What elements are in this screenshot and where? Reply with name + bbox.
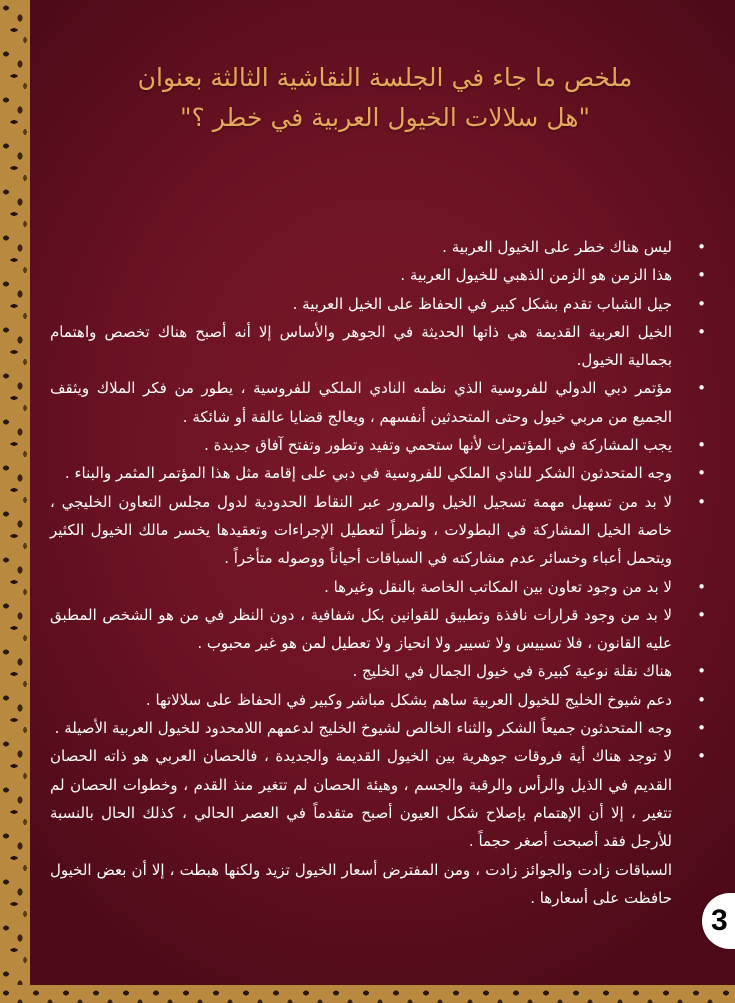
page-background (30, 0, 735, 985)
page-title (90, 58, 680, 138)
bullet-item: • يجب المشاركة في المؤتمرات لأنها ستحمي وتفيد وتطور وتفتح آفاق جديدة . (50, 431, 710, 459)
bullet-item: • لا بد من تسهيل مهمة تسجيل الخيل والمرور عبر النقاط الحدودية لدول مجلس التعاون الخليجي ، خاصة الخيل المشاركة في البطولات ، ونظراً لتعطيل الإجراءات وتعقيدها يخسر مالك الخيول الكثير ويتحمل أعباء وخسائر عدم مشاركته في السباقات أحياناً ووصوله متأخراً . (50, 488, 710, 573)
bullet-item: • لا توجد هناك أية فروقات جوهرية بين الخيول القديمة والجديدة ، فالحصان العربي هو ذاته الحصان القديم في الذيل والرأس والرقبة والجسم ، وهيئة الحصان لم تتغير منذ القدم ، وخطوات الحصان لم تتغير ، إلا أن الإهتمام بإصلاح شكل العيون أصبح متقدماً في العصر الحالي ، كذلك الحال بالنسبة للأرجل فقد أصبحت أصغر حجماً . (50, 742, 710, 855)
bullet-item: • جيل الشباب تقدم بشكل كبير في الحفاظ على الخيل العربية . (50, 290, 710, 318)
bullet-item: • وجه المتحدثون الشكر للنادي الملكي للفروسية في دبي على إقامة مثل هذا المؤتمر المثمر والبناء . (50, 459, 710, 487)
bullet-item: • هناك نقلة نوعية كبيرة في خيول الجمال في الخليج . (50, 657, 710, 685)
bullet-item: السباقات زادت والجوائز زادت ، ومن المفترض أسعار الخيول تزيد ولكنها هبطت ، إلا أن بعض الخيول حافظت على أسعارها . (50, 860, 672, 907)
title-line-2: "هل سلالات الخيول العربية في خطر ؟" (180, 103, 590, 132)
bullet-item: • دعم شيوخ الخليج للخيول العربية ساهم بشكل مباشر وكبير في الحفاظ على سلالاتها . (50, 686, 710, 714)
title-line-1: ملخص ما جاء في الجلسة النقاشية الثالثة بعنوان (137, 63, 633, 92)
leopard-print-border-left (0, 0, 30, 1003)
bullet-item: • هذا الزمن هو الزمن الذهبي للخيول العربية . (50, 261, 710, 289)
bullet-item: • وجه المتحدثون جميعاً الشكر والثناء الخالص لشيوخ الخليج لدعمهم اللامحدود للخيول العربية الأصيلة . (50, 714, 710, 742)
leopard-print-border-bottom (0, 985, 735, 1003)
bullet-item: • مؤتمر دبي الدولي للفروسية الذي نظمه النادي الملكي للفروسية ، يطور من فكر الملاك ويثقف الجميع من مربي خيول وحتى المتحدثين أنفسهم ، ويعالج قضايا عالقة أو شائكة . (50, 374, 710, 431)
page-number: 3 (711, 904, 728, 937)
bullet-item: • الخيل العربية القديمة هي ذاتها الحديثة في الجوهر والأساس إلا أنه أصبح هناك تخصص واهتمام بجمالية الخيول. (50, 318, 710, 375)
bullet-item: • ليس هناك خطر على الخيول العربية . (50, 233, 710, 261)
bullet-item: • لا بد من وجود تعاون بين المكاتب الخاصة بالنقل وغيرها . (50, 573, 710, 601)
bullet-item: • لا بد من وجود قرارات نافذة وتطبيق للقوانين بكل شفافية ، دون النظر في من هو الشخص المطبق عليه القانون ، فلا تسييس ولا تسيير ولا انحياز ولا تعطيل لمن هو غير محبوب . (50, 601, 710, 658)
summary-bullet-list (50, 233, 710, 912)
